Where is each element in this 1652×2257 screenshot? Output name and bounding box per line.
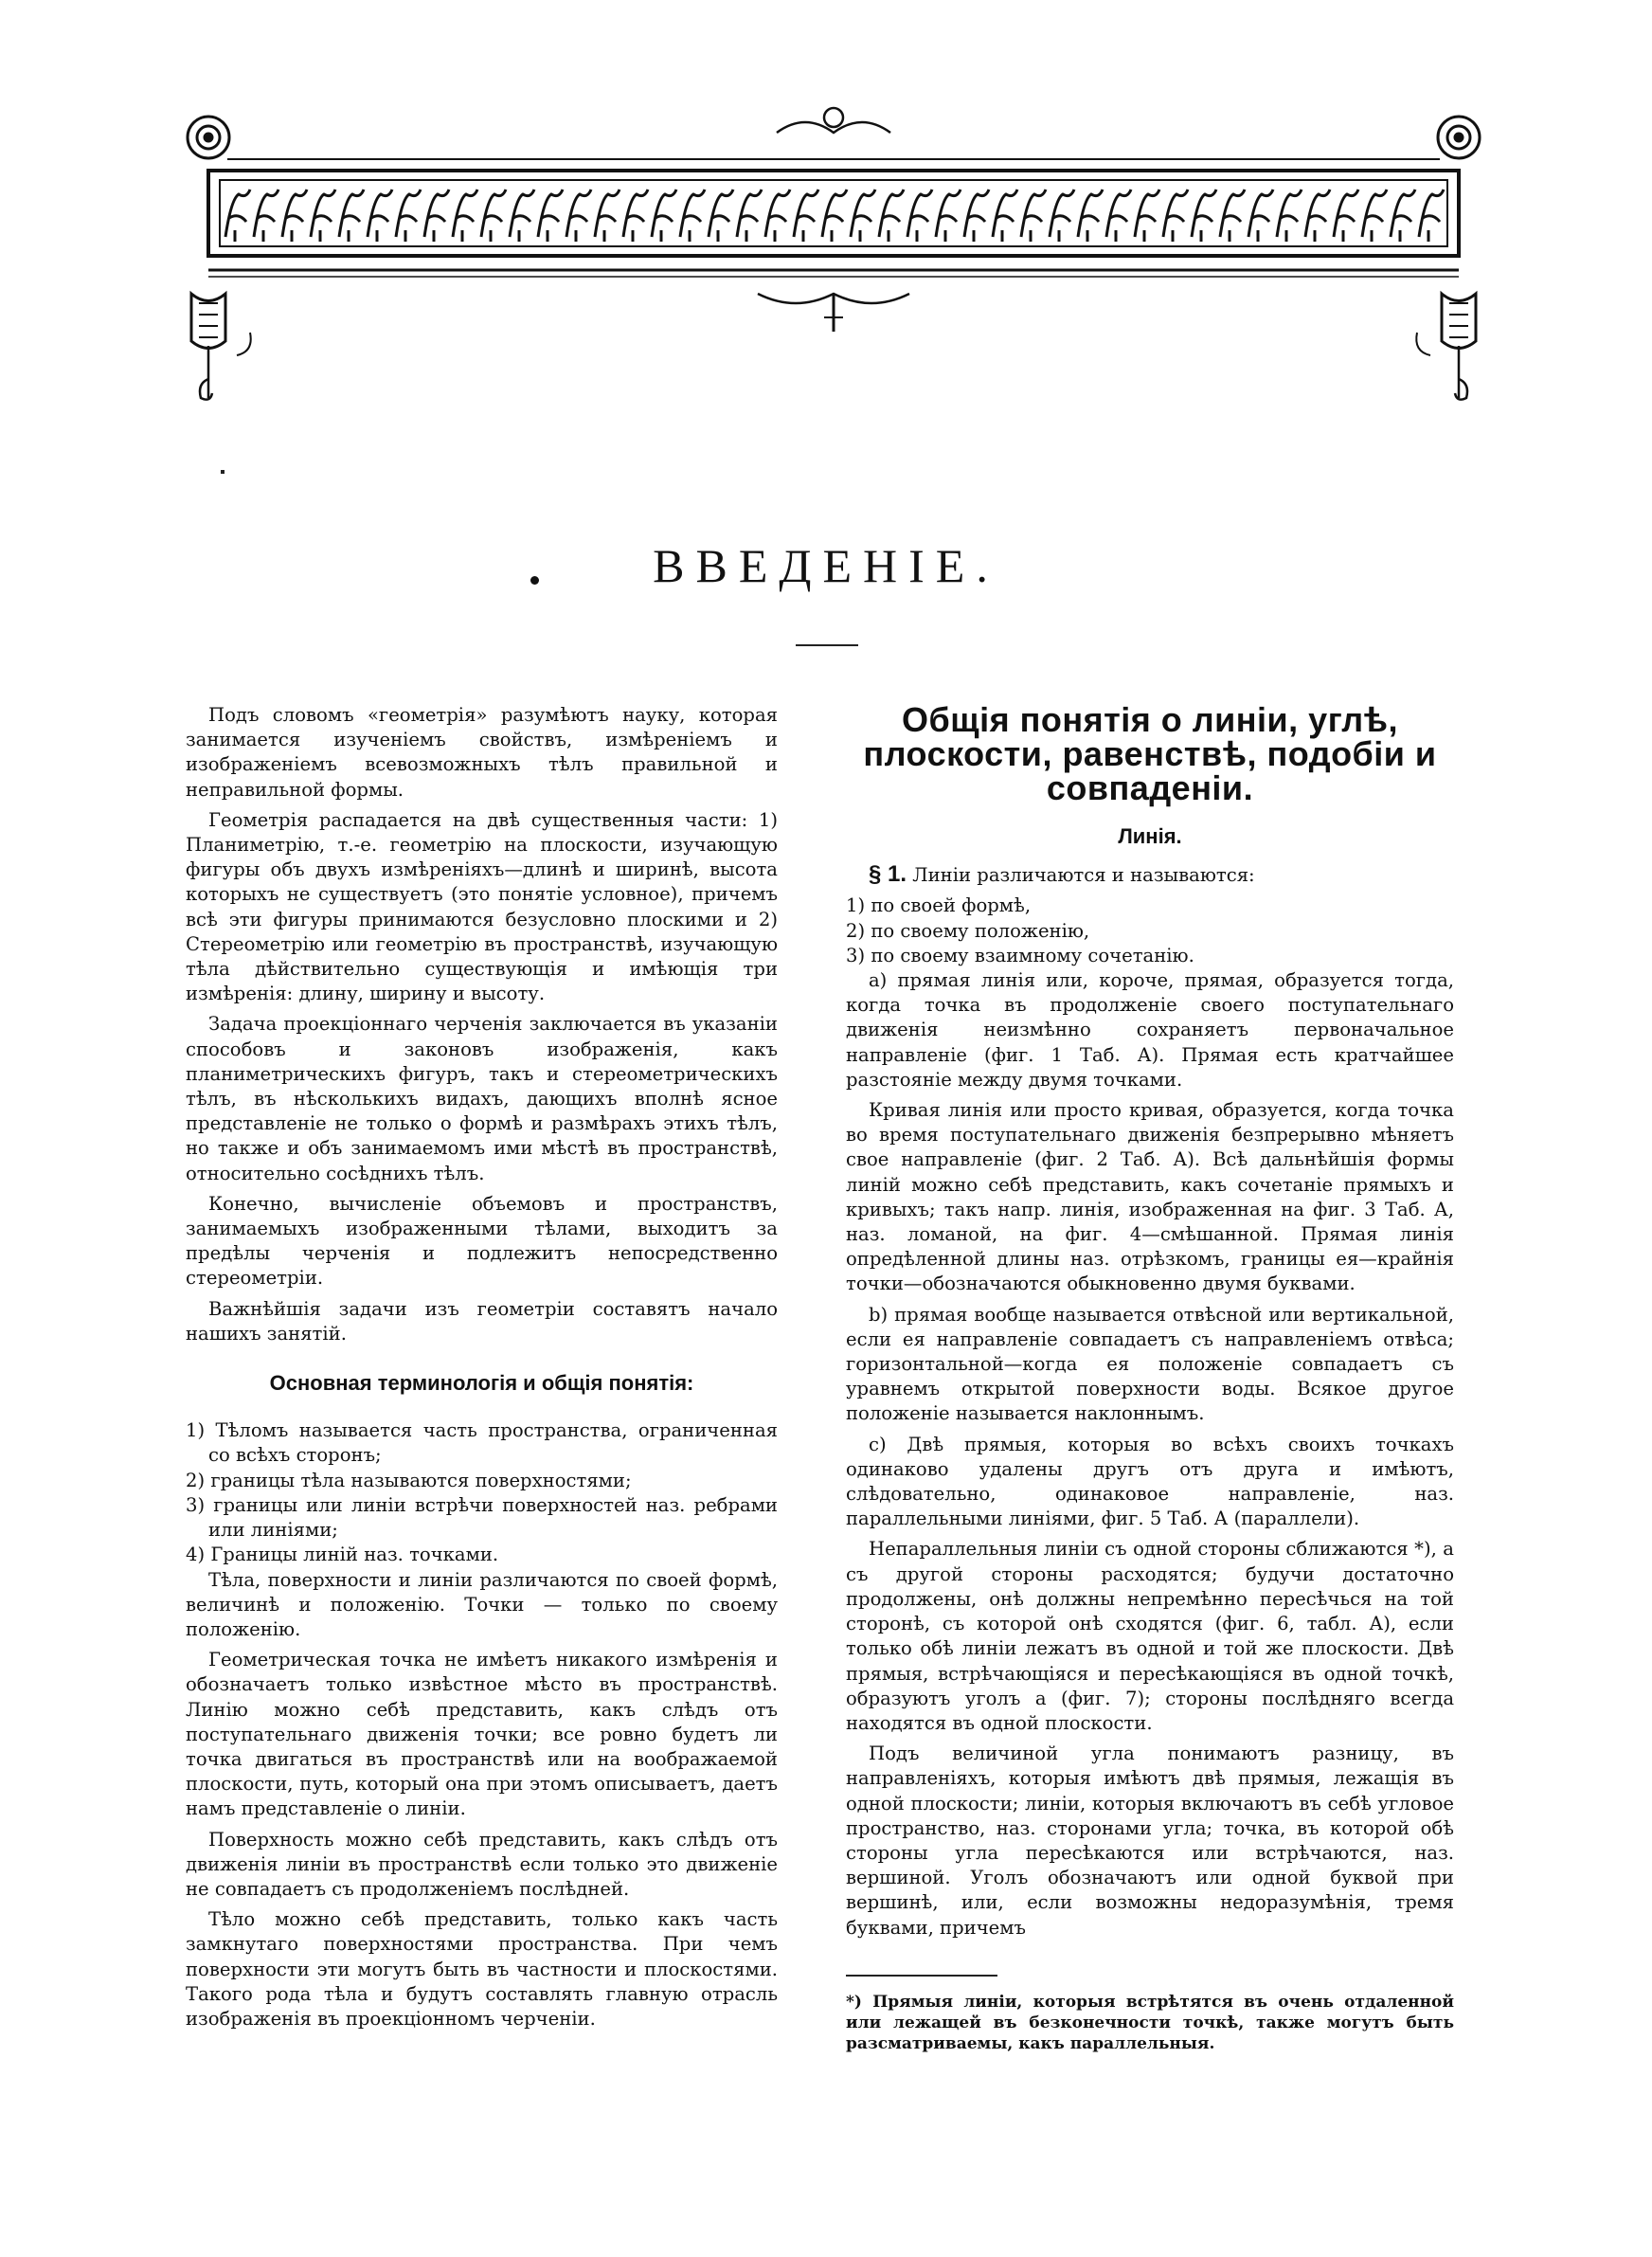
frieze-motif <box>652 190 676 242</box>
frieze-motif <box>879 190 904 242</box>
frieze-motif <box>936 190 961 242</box>
frieze-motif <box>1277 190 1302 242</box>
frieze-motif <box>1305 190 1330 242</box>
body-paragraph-7: Геометрическая точка не имѣетъ никакого измѣренія и обозначаетъ только извѣстное мѣсто въ пространствѣ. Линію можно себѣ представить, какъ слѣдъ отъ поступательнаго движенія точки; все ровно будетъ ли точка двигаться въ пространствѣ или на воображаемой плоскости, путь, который она при этомъ описываетъ, даетъ намъ представленіе о линіи. <box>186 1649 778 1820</box>
frieze-motif <box>765 190 790 242</box>
line-list-item: 3) по своему взаимному сочетанію. <box>846 944 1194 966</box>
page-title: ВВЕДЕНІЕ. <box>653 539 999 592</box>
frieze-motif <box>1106 190 1131 242</box>
paragraph-1-lead-text: Линіи различаются и называются: <box>912 864 1255 887</box>
frieze-motif <box>1163 190 1188 242</box>
frieze-motif <box>709 190 733 242</box>
stray-ink-mark <box>221 470 224 474</box>
body-paragraph-9: Тѣло можно себѣ представить, только какъ часть замкнутаго поверхностями пространства. При чемъ поверхности эти могутъ быть въ частности и плоскостями. Такого рода тѣла и будутъ составлять главную отрасль изображенія въ проекціонномъ черченіи. <box>186 1908 778 2030</box>
frieze-motif <box>282 190 307 242</box>
frieze-motif <box>822 190 847 242</box>
intro-paragraph-2: Геометрія распадается на двѣ существенныя части: 1) Планиметрію, т.-е. геометрію на плоскости, изучающую фигуры объ двухъ измѣреніяхъ—длинѣ и ширинѣ, высота которыхъ не существуетъ (это понятіе условное), причемъ всѣ эти фигуры принимаются безусловно плоскими и 2) Стереометрію или геометрію въ пространствѣ, изучающую тѣла дѣйствительно существующія и имѣющія три измѣренія: длину, ширину и высоту. <box>186 808 778 1005</box>
intro-paragraph-4: Конечно, вычисленіе объемовъ и пространствъ, занимаемыхъ изображенными тѣлами, выходитъ за предѣлы черченія и подлежитъ непосредственно стереометріи. <box>186 1192 778 1290</box>
frieze-motif <box>538 190 563 242</box>
paragraph-curve: Кривая линія или просто кривая, образуется, когда точка во время поступательнаго движенія безпрерывно мѣняетъ свое направленіе (фиг. 2 Таб. А). Всѣ дальнѣйшія формы линій можно себѣ представить, какъ сочетаніе прямыхъ и кривыхъ; такъ напр. линія, изображенная на фиг. 3 Таб. А, наз. ломаной, на фиг. 4—смѣшанной. Прямая линія опредѣленной длины наз. отрѣзкомъ, границы ея—крайнія точки—обозначаются обыкновенно двумя буквами. <box>846 1099 1454 1295</box>
frieze-motif <box>851 190 875 242</box>
frieze-motif <box>1334 190 1358 242</box>
frieze-motif <box>1078 190 1103 242</box>
term-item: 3) границы или линіи встрѣчи поверхностей наз. ребрами или линіями; <box>186 1493 778 1542</box>
paragraph-1-lead <box>846 862 1454 888</box>
intro-paragraph-1: Подъ словомъ «геометрія» разумѣютъ науку, которая занимается изученіемъ свойствъ, измѣреніемъ и изображеніемъ всевозможныхъ тѣлъ правильной и неправильной формы. <box>186 704 778 801</box>
paragraph-b: b) прямая вообще называется отвѣсной или вертикальной, если ея направленіе совпадаетъ съ направленіемъ отвѣса; горизонтальной—когда ея положеніе совпадаетъ съ уравнемъ открытой поверхности воды. Всякое другое положеніе называется наклоннымъ. <box>846 1303 1454 1425</box>
line-list-item: 2) по своему положенію, <box>846 919 1090 942</box>
left-column <box>186 703 778 2037</box>
paragraph-angle: Подъ величиной угла понимаютъ разницу, въ направленіяхъ, которыя имѣютъ двѣ прямыя, лежащія въ одной плоскости; линіи, которыя включаютъ въ себѣ угловое пространство, наз. сторонами угла; точка, въ которой обѣ стороны угла пересѣкаются или встрѣчаются, наз. вершиной. Уголъ обозначаютъ или одной буквой при вершинѣ, или, если возможны недоразумѣнія, тремя буквами, причемъ <box>846 1742 1454 1939</box>
frieze-motif <box>595 190 620 242</box>
frieze-motif <box>368 190 392 242</box>
paragraph-c: c) Двѣ прямыя, которыя во всѣхъ своихъ точкахъ одинаково удалены другъ отъ друга и имѣютъ, слѣдовательно, одинаковое направленіе, наз. параллельными линіями, фиг. 5 Таб. А (параллели). <box>846 1433 1454 1530</box>
frieze-motif <box>964 190 989 242</box>
frieze-motif <box>311 190 335 242</box>
frieze-motif <box>1419 190 1444 242</box>
frieze-motif <box>680 190 705 242</box>
line-list-item: 1) по своей формѣ, <box>846 894 1032 917</box>
paragraph-mark: § 1. <box>869 861 907 888</box>
frieze-motif <box>993 190 1017 242</box>
frieze-motif <box>1135 190 1159 242</box>
intro-paragraph-3: Задача проекціоннаго черченія заключается въ указаніи способовъ и законовъ изображенія, какъ планиметрическихъ фигуръ, такъ и стереометрическихъ тѣлъ, въ нѣсколькихъ видахъ, дающихъ вполнѣ ясное представленіе не только о формѣ и размѣрахъ этихъ тѣлъ, но также и объ занимаемомъ ими мѣстѣ въ пространствѣ, относительно сосѣднихъ тѣлъ. <box>186 1013 778 1184</box>
term-item: 4) Границы линій наз. точками. <box>186 1544 499 1566</box>
body-paragraph-6: Тѣла, поверхности и линіи различаются по своей формѣ, величинѣ и положенію. Точки — только по своему положенію. <box>186 1568 778 1640</box>
frieze-motif <box>1362 190 1387 242</box>
right-column <box>846 700 1454 2060</box>
paragraph-a: a) прямая линія или, короче, прямая, образуется тогда, когда точка въ продолженіе своего поступательнаго движенія неизмѣнно сохраняетъ первоначальное направленіе (фиг. 1 Таб. А). Прямая есть кратчайшее разстояніе между двумя точками. <box>846 969 1454 1091</box>
footnote: *) Прямыя линіи, которыя встрѣтятся въ очень отдаленной или лежащей въ безконечности точкѣ, также могутъ быть разсматриваемы, какъ параллельныя. <box>846 1992 1454 2053</box>
intro-paragraph-5: Важнѣйшія задачи изъ геометріи составятъ начало нашихъ занятій. <box>186 1297 778 1345</box>
frieze-motif <box>510 190 534 242</box>
frieze-motif <box>1021 190 1046 242</box>
frieze-motif <box>254 190 278 242</box>
frieze-motif <box>907 190 932 242</box>
frieze-motif <box>396 190 421 242</box>
frieze-motif <box>481 190 506 242</box>
frieze-motif <box>453 190 477 242</box>
footnote-rule <box>846 1975 997 1977</box>
frieze-motif <box>339 190 364 242</box>
title-rule <box>796 644 858 646</box>
paragraph-nonparallel: Непараллельныя линіи съ одной стороны сближаются *), а съ другой стороны расходятся; будучи достаточно продолжены, онѣ должны непремѣнно пересѣчься на той сторонѣ, съ которой онѣ сходятся (фиг. 6, табл. А), если только обѣ линіи лежатъ въ одной и той же плоскости. Двѣ прямыя, встрѣчающіяся и пересѣкающіяся въ одной точкѣ, образуютъ уголъ a (фиг. 7); стороны послѣдняго всегда находятся въ одной плоскости. <box>846 1538 1454 1734</box>
frieze-motif <box>1220 190 1245 242</box>
frieze-motif <box>737 190 762 242</box>
section-title: Общія понятія о линіи, углѣ, плоскости, равенствѣ, подобіи и совпаденіи. <box>863 700 1437 807</box>
terminology-heading: Основная терминологія и общія понятія: <box>269 1371 694 1396</box>
frieze-motif <box>225 190 250 242</box>
frieze-motif <box>794 190 818 242</box>
frieze-motif <box>1391 190 1415 242</box>
frieze-motif <box>1050 190 1074 242</box>
line-subheading: Линія. <box>1118 824 1182 848</box>
body-paragraph-8: Поверхность можно себѣ представить, какъ слѣдъ отъ движенія линіи въ пространствѣ если только это движеніе не совпадаетъ съ продолженіемъ послѣдней. <box>186 1828 778 1900</box>
term-item: 1) Тѣломъ называется часть пространства, ограниченная со всѣхъ сторонъ; <box>186 1419 778 1467</box>
frieze-motif <box>623 190 648 242</box>
frieze-motif <box>566 190 591 242</box>
term-item: 2) границы тѣла называются поверхностями; <box>186 1469 632 1491</box>
frieze-motif <box>424 190 449 242</box>
decorative-header-ornament <box>171 104 1497 417</box>
frieze-motif <box>1192 190 1216 242</box>
frieze-motif <box>1248 190 1273 242</box>
